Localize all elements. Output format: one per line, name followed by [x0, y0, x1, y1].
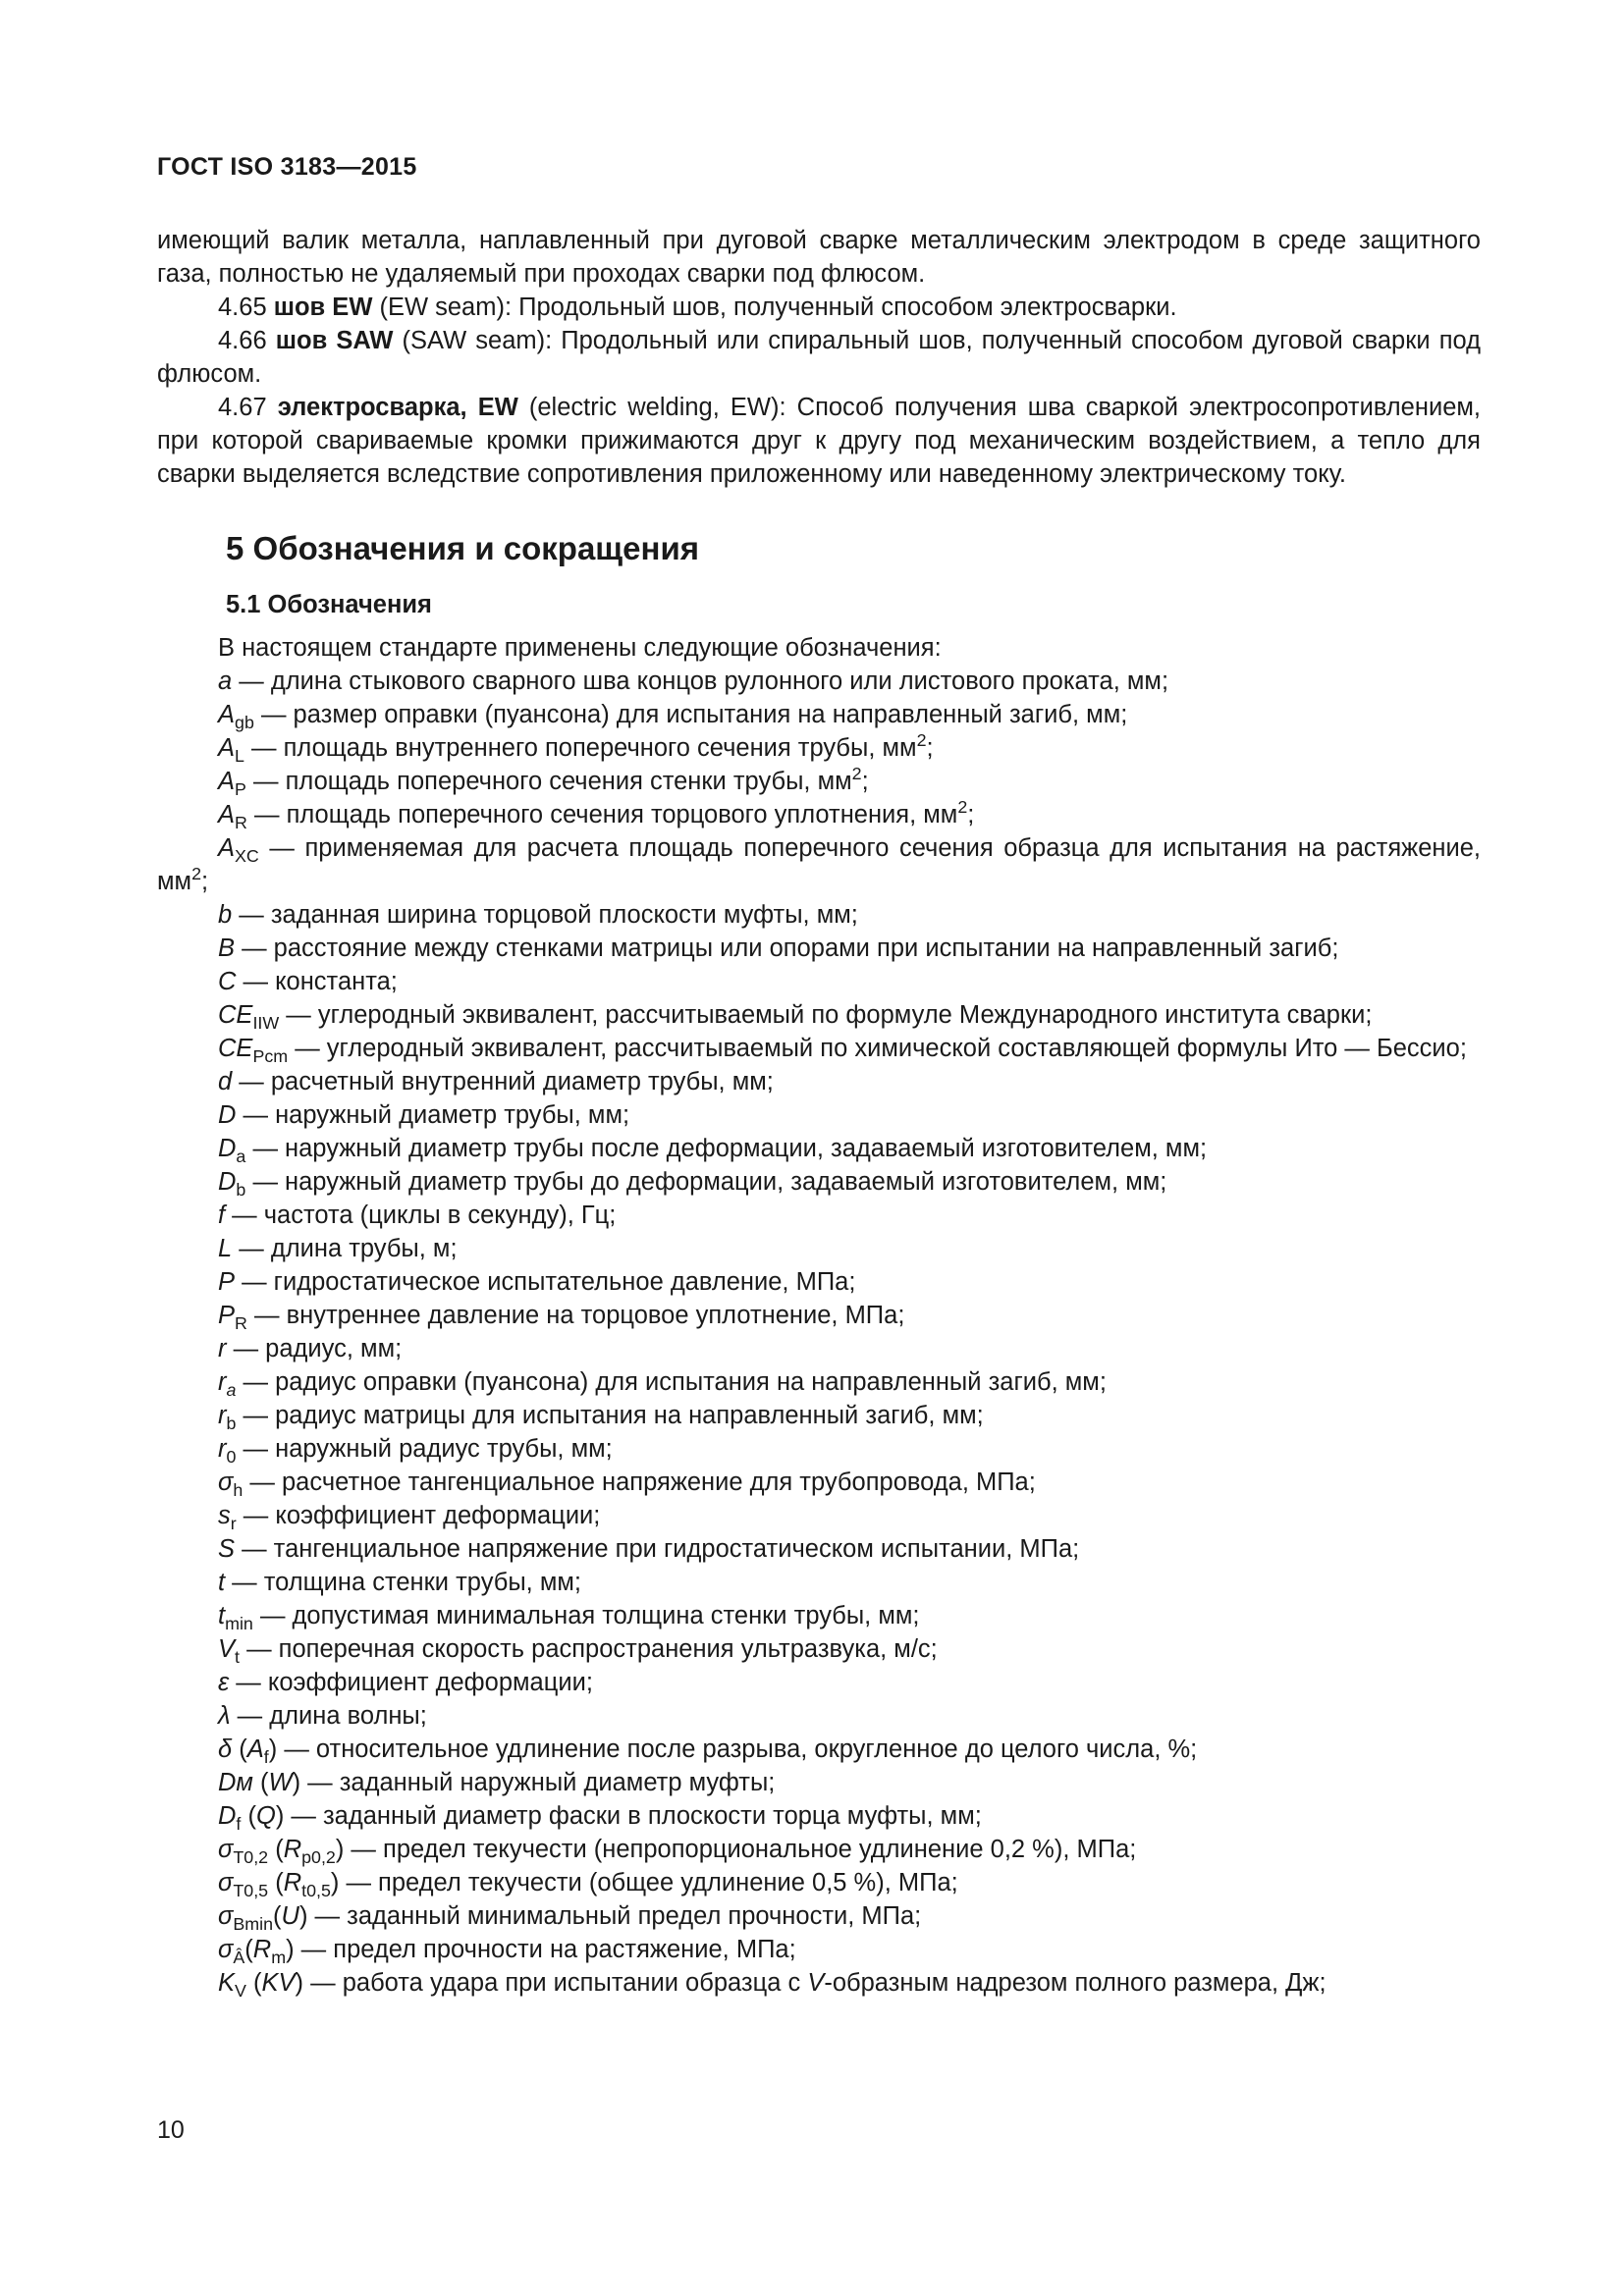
term: шов EW — [273, 294, 373, 321]
definition-4-65: 4.65 шов EW (EW seam): Продольный шов, полученный способом электросварки. — [218, 294, 1177, 321]
symbol-entry: $D_f$ (Q) — заданный диаметр фаски в плоскости торца муфты, мм; — [218, 1802, 982, 1835]
symbol-entry: r — радиус, мм; — [218, 1335, 403, 1362]
symbol-entry: S — тангенциальное напряжение при гидростатическом испытании, МПа; — [218, 1535, 1080, 1563]
symbol-entry: $r_a$ — радиус оправки (пуансона) для испытания на направленный загиб, мм; — [218, 1368, 1107, 1401]
symbol-entry: $\sigma_Â(R_m)$ — предел прочности на растяжение, МПа; — [218, 1936, 796, 1968]
symbol-entry: $P_R$ — внутреннее давление на торцовое уплотнение, МПа; — [218, 1302, 905, 1334]
symbol-entry: t — толщина стенки трубы, мм; — [218, 1569, 581, 1596]
symbol-entry: $A_{XC}$ — применяемая для расчета площадь поперечного сечения образца для испытания на растяжение, $мм^2$; — [157, 834, 1481, 895]
symbols-intro: В настоящем стандарте применены следующие обозначения: — [218, 634, 942, 662]
symbol-entry: $r_0$ — наружный радиус трубы, мм; — [218, 1435, 613, 1468]
symbol-entry: f — частота (циклы в секунду), Гц; — [218, 1201, 617, 1229]
symbol-entry: $CE_{Pcm}$ — углеродный эквивалент, рассчитываемый по химической составляющей формулы Ито — Бессио; — [218, 1035, 1467, 1067]
symbol-entry: b — заданная ширина торцовой плоскости муфты, мм; — [218, 901, 858, 929]
symbol-entry: $A_{gb}$ — размер оправки (пуансона) для испытания на направленный загиб, мм; — [218, 701, 1128, 733]
symbol-entry: δ $(A_f)$ — относительное удлинение после разрыва, округленное до целого числа, %; — [218, 1735, 1198, 1768]
term: шов SAW — [275, 327, 394, 354]
symbol-entry: $D_a$ — наружный диаметр трубы после деформации, задаваемый изготовителем, мм; — [218, 1135, 1208, 1167]
symbol-entry: $s_r$ — коэффициент деформации; — [218, 1502, 601, 1534]
symbol-entry: d — расчетный внутренний диаметр трубы, мм; — [218, 1068, 774, 1095]
symbol-entry: $V_t$ — поперечная скорость распространения ультразвука, м/с; — [218, 1635, 938, 1668]
symbol-entry: $\sigma_{Bmin}(U)$ — заданный минимальный предел прочности, МПа; — [218, 1902, 922, 1935]
symbol-entry: a — длина стыкового сварного шва концов рулонного или листового проката, мм; — [218, 667, 1169, 695]
paragraph-continuation: имеющий валик металла, наплавленный при дуговой сварке металлическим электродом в среде защитного газа, полностью не удаляемый при проходах сварки под флюсом. — [157, 227, 1481, 288]
symbol-entry: P — гидростатическое испытательное давление, МПа; — [218, 1268, 856, 1296]
symbol-entry: $r_b$ — радиус матрицы для испытания на направленный загиб, мм; — [218, 1402, 984, 1434]
symbol-entry: $A_R$ — площадь поперечного сечения торцового уплотнения, $мм^2$; — [218, 797, 975, 833]
symbol-entry: $t_{min}$ — допустимая минимальная толщина стенки трубы, мм; — [218, 1602, 920, 1634]
symbol-entry: $D_b$ — наружный диаметр трубы до деформации, задаваемый изготовителем, мм; — [218, 1168, 1167, 1201]
symbol-entry: D — наружный диаметр трубы, мм; — [218, 1101, 630, 1129]
subsection-heading: 5.1 Обозначения — [226, 591, 432, 618]
symbol-entry: Dм (W) — заданный наружный диаметр муфты; — [218, 1769, 776, 1796]
symbol-entry: B — расстояние между стенками матрицы или опорами при испытании на направленный загиб; — [218, 934, 1339, 962]
page-number: 10 — [157, 2116, 185, 2144]
symbol-entry: C — константа; — [218, 968, 398, 995]
symbol-entry: $A_P$ — площадь поперечного сечения стенки трубы, $мм^2$; — [218, 764, 869, 800]
document-header: ГОСТ ISO 3183—2015 — [157, 153, 417, 181]
symbol-entry: ε — коэффициент деформации; — [218, 1669, 593, 1696]
section-heading: 5 Обозначения и сокращения — [226, 530, 699, 566]
symbol-entry: L — длина трубы, м; — [218, 1235, 458, 1262]
symbol-entry: $\sigma_{T0,5}$ $(R_{t0,5})$ — предел текучести (общее удлинение 0,5 %), МПа; — [218, 1869, 958, 1901]
document-body — [157, 224, 1481, 2000]
symbol-entry: $A_L$ — площадь внутреннего поперечного сечения трубы, $мм^2$; — [218, 730, 934, 767]
symbol-entry: $CE_{IIW}$ — углеродный эквивалент, рассчитываемый по формуле Международного института сварки; — [218, 1001, 1373, 1034]
symbol-entry: $\sigma_h$ — расчетное тангенциальное напряжение для трубопровода, МПа; — [218, 1468, 1036, 1501]
term: электросварка, EW — [277, 394, 518, 421]
definition-4-67: 4.67 электросварка, EW (electric welding, EW): Способ получения шва сваркой электросопротивлением, при которой свариваемые кромки прижимаются друг к другу под механическим воздействием, а тепло для сварки выделяется вследствие сопротивления приложенному или наведенному электрическому току. — [157, 394, 1481, 488]
definition-4-66: 4.66 шов SAW (SAW seam): Продольный или спиральный шов, полученный способом дуговой сварки под флюсом. — [157, 327, 1482, 388]
symbol-entry: λ — длина волны; — [218, 1702, 427, 1730]
symbol-entry: $\sigma_{T0,2}$ $(R_{p0,2})$ — предел текучести (непропорциональное удлинение 0,2 %), МПа; — [218, 1836, 1137, 1868]
symbol-entry: $K_V$ (KV) — работа удара при испытании образца с V-образным надрезом полного размера, Дж; — [218, 1969, 1326, 2002]
